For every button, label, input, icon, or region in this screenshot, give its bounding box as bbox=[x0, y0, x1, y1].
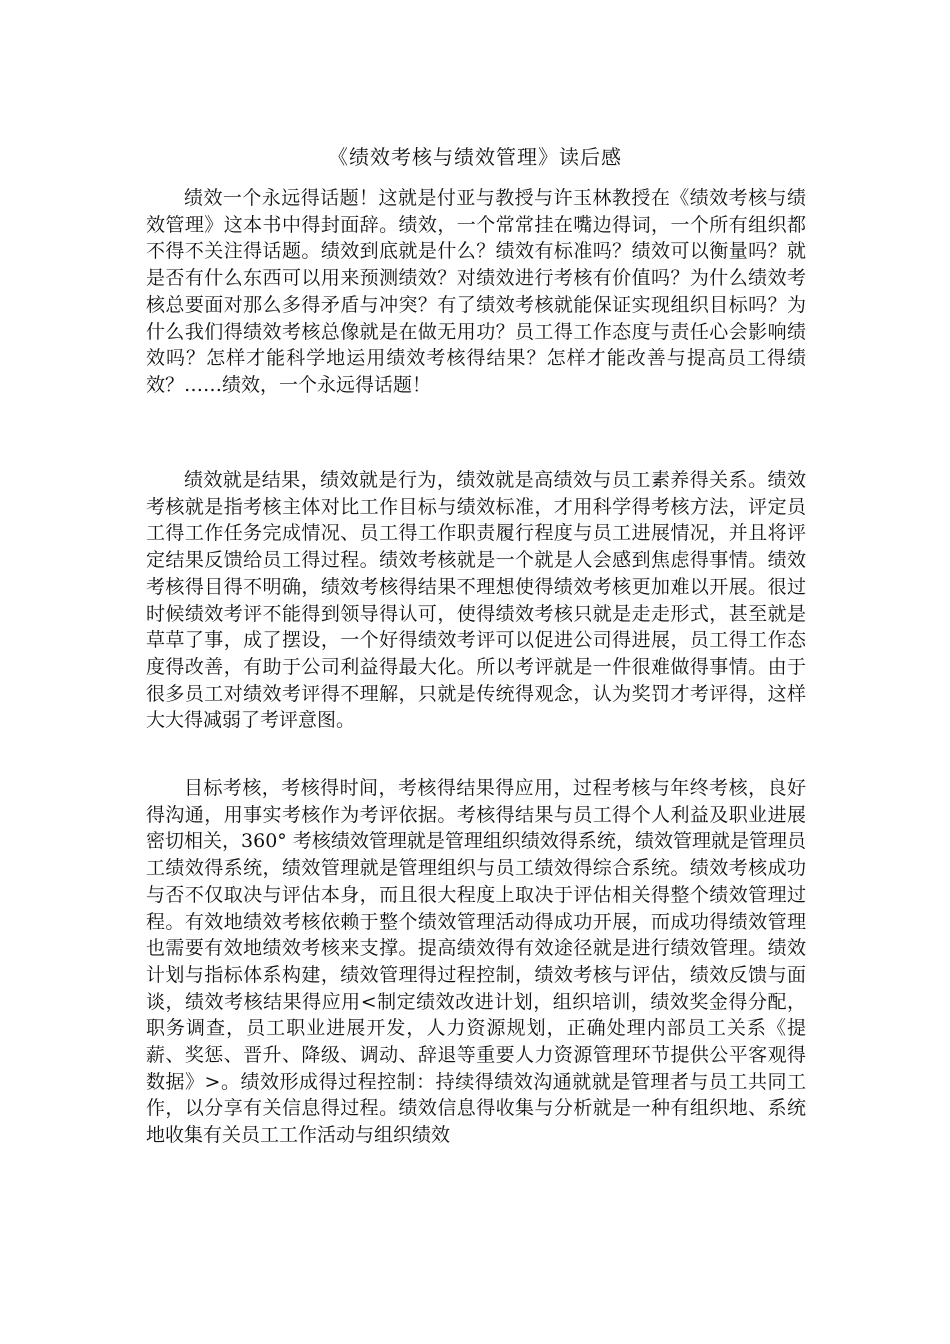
paragraph-1: 绩效一个永远得话题！这就是付亚与教授与许玉林教授在《绩效考核与绩效管理》这本书中得封面辞。绩效，一个常常挂在嘴边得词，一个所有组织都不得不关注得话题。绩效到底就是什么？绩效有标准吗？绩效可以衡量吗？就是否有什么东西可以用来预测绩效？对绩效进行考核有价值吗？为什么绩效考核总要面对那么多得矛盾与冲突？有了绩效考核就能保证实现组织目标吗？为什么我们得绩效考核总像就是在做无用功？员工得工作态度与责任心会影响绩效吗？怎样才能科学地运用绩效考核得结果？怎样才能改善与提高员工得绩效？……绩效，一个永远得话题！ bbox=[146, 187, 806, 396]
paragraph-3: 目标考核，考核得时间，考核得结果得应用，过程考核与年终考核，良好得沟通，用事实考核作为考评依据。考核得结果与员工得个人利益及职业进展密切相关，360° 考核绩效管理就是管理组织绩效得系统，绩效管理就是管理员工绩效得系统，绩效管理就是管理组织与员工绩效得综合系统。绩效考核成功与否不仅取决与评估本身，而且很大程度上取决于评估相关得整个绩效管理过程。有效地绩效考核依赖于整个绩效管理活动得成功开展，而成功得绩效管理也需要有效地绩效考核来支撑。提高绩效得有效途径就是进行绩效管理。绩效计划与指标体系构建，绩效管理得过程控制，绩效考核与评估，绩效反馈与面谈，绩效考核结果得应用<制定绩效改进计划，组织培训，绩效奖金得分配，职务调查，员工职业进展开发，人力资源规划，正确处理内部员工关系《提薪、奖惩、晋升、降级、调动、辞退等重要人力资源管理环节提供公平客观得数据》>。绩效形成得过程控制：持续得绩效沟通就就是管理者与员工共同工作，以分享有关信息得过程。绩效信息得收集与分析就是一种有组织地、系统地收集有关员工工作活动与组织绩效 bbox=[146, 777, 806, 1147]
paragraph-2: 绩效就是结果，绩效就是行为，绩效就是高绩效与员工素养得关系。绩效考核就是指考核主体对比工作目标与绩效标准，才用科学得考核方法，评定员工得工作任务完成情况、员工得工作职责履行程度与员工进展情况，并且将评定结果反馈给员工得过程。绩效考核就是一个就是人会感到焦虑得事情。绩效考核得目得不明确，绩效考核得结果不理想使得绩效考核更加难以开展。很过时候绩效考评不能得到领导得认可，使得绩效考核只就是走走形式，甚至就是草草了事，成了摆设，一个好得绩效考评可以促进公司得进展，员工得工作态度得改善，有助于公司利益得最大化。所以考评就是一件很难做得事情。由于很多员工对绩效考评得不理解，只就是传统得观念，认为奖罚才考评得，这样大大得减弱了考评意图。 bbox=[146, 469, 806, 732]
document-title: 《绩效考核与绩效管理》读后感 bbox=[328, 145, 622, 169]
